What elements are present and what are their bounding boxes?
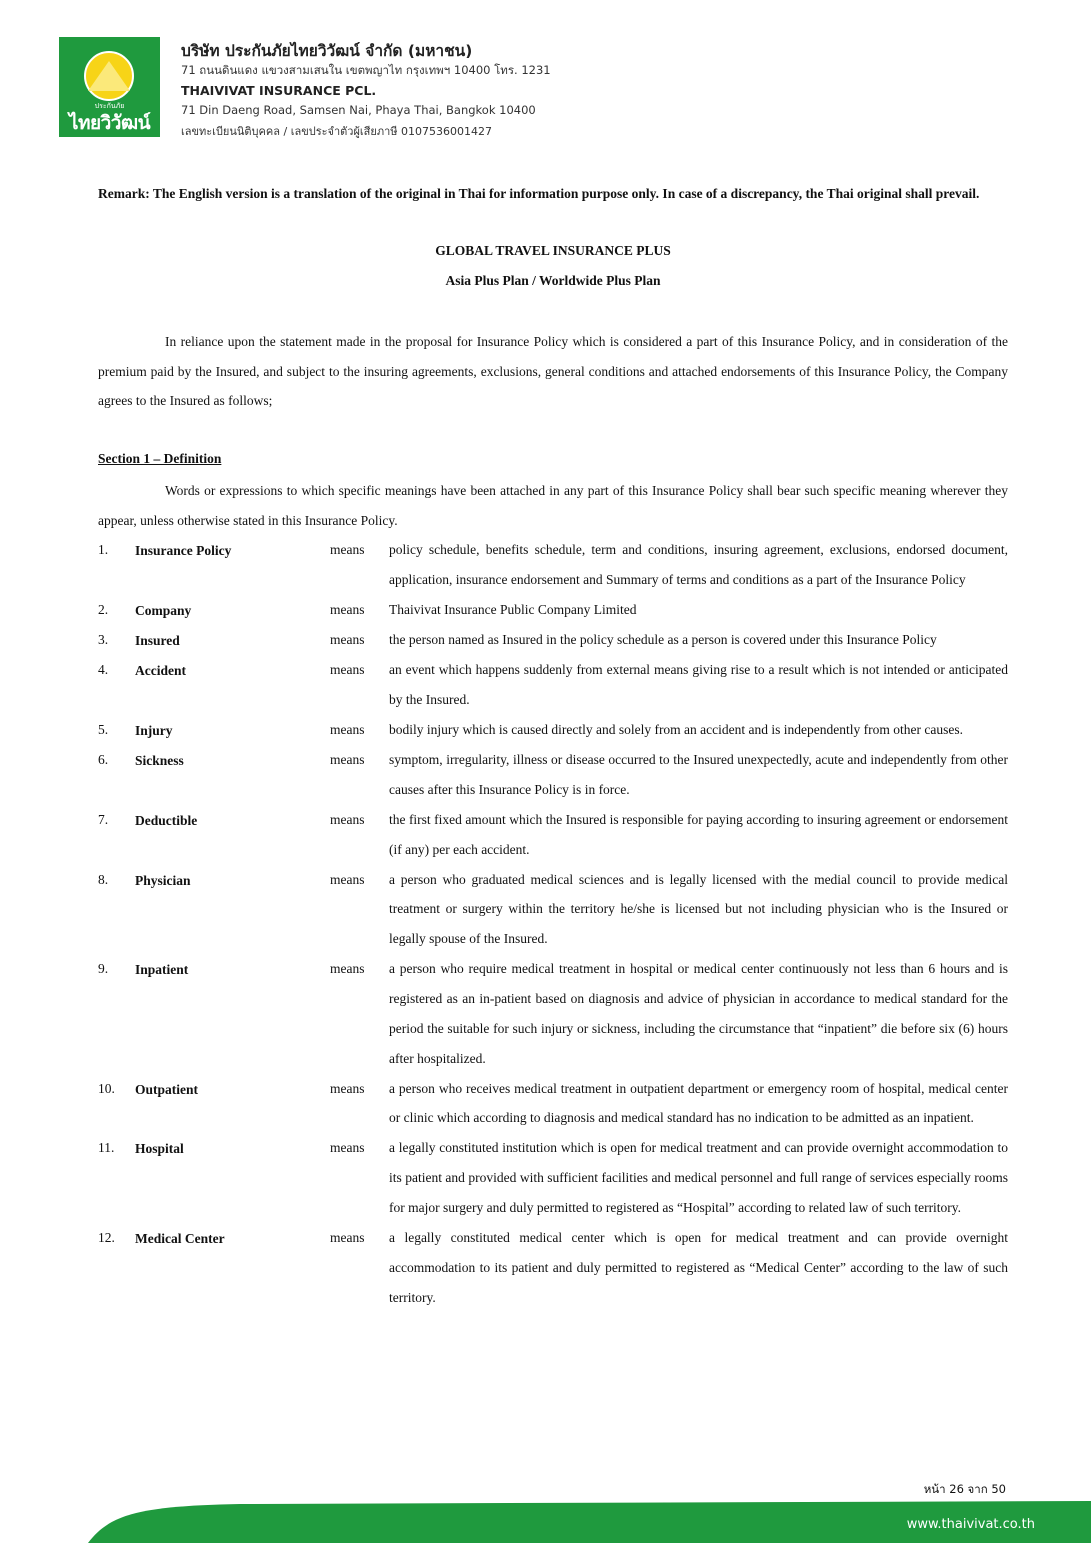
company-name-th: บริษัท ประกันภัยไทยวิวัฒน์ จำกัด (มหาชน) xyxy=(181,42,473,60)
translation-remark: Remark: The English version is a translation of the original in Thai for information purpose only. In case of a discrepancy, the Thai original shall prevail. xyxy=(98,186,980,201)
definition-text: a person who require medical treatment in hospital or medical center continuously not less than 6 hours and is registered as an in-patient based on diagnosis and advice of physician in accordance to medical standard for the period the suitable for such injury or sickness, including the circumstance that “inpatient” die before six (6) hours after hospitalized. xyxy=(389,961,1008,1066)
definition-number: 6. xyxy=(98,752,109,768)
logo-name-text: ไทยวิวัฒน์ xyxy=(68,112,151,134)
definition-text: a person who receives medical treatment in outpatient department or emergency room of hospital, medical center or clinic which according to diagnosis and medical standard has no indication to be admitted as an inpatient. xyxy=(389,1080,1008,1126)
definition-term: Sickness xyxy=(135,753,184,769)
intro-paragraph: In reliance upon the statement made in the proposal for Insurance Policy which is considered a part of this Insurance Policy, and in consideration of the premium paid by the Insured, and subject to the insuring agreements, exclusions, general conditions and attached endorsements of this Insurance Policy, the Company agrees to the Insured as follows; xyxy=(98,334,1008,409)
definition-item xyxy=(98,954,1008,1073)
definition-item xyxy=(98,1074,1008,1134)
definition-term: Accident xyxy=(135,663,186,679)
logo-small-text: ประกันภัย xyxy=(94,102,125,110)
definition-item xyxy=(98,715,1008,745)
definition-number: 11. xyxy=(98,1140,115,1156)
definition-means: means xyxy=(330,871,365,887)
definition-number: 5. xyxy=(98,721,109,737)
definition-term: Deductible xyxy=(135,812,198,828)
definition-number: 9. xyxy=(98,961,109,977)
document-title: GLOBAL TRAVEL INSURANCE PLUS xyxy=(435,243,671,258)
definition-means: means xyxy=(330,601,365,617)
definition-number: 1. xyxy=(98,542,109,557)
definition-means: means xyxy=(330,752,365,768)
definition-number: 2. xyxy=(98,601,109,617)
definition-item xyxy=(98,595,1008,625)
definition-text: a person who graduated medical sciences and is legally licensed with the medial council to provide medical treatment or surgery within the territory he/she is licensed but not including physician who is the Insured or legally spouse of the Insured. xyxy=(389,871,1008,947)
company-logo xyxy=(59,37,160,137)
definition-number: 8. xyxy=(98,871,109,887)
definition-number: 7. xyxy=(98,811,109,827)
definition-term: Injury xyxy=(135,722,173,738)
definition-term: Inpatient xyxy=(135,962,189,978)
section-heading: Section 1 – Definition xyxy=(98,451,222,466)
definition-item xyxy=(98,655,1008,715)
definition-term: Medical Center xyxy=(135,1231,225,1246)
logo-roof-icon xyxy=(88,61,130,91)
definition-means: means xyxy=(330,662,365,678)
definition-means: means xyxy=(330,631,365,647)
definition-term: Hospital xyxy=(135,1141,184,1157)
definition-term: Insured xyxy=(135,632,180,648)
definition-text: policy schedule, benefits schedule, term and conditions, insuring agreement, exclusions, endorsed document, application, insurance endorsement and Summary of terms and conditions as a part of the Insurance Policy xyxy=(389,542,1008,587)
definition-text: bodily injury which is caused directly and solely from an accident and is independently from other causes. xyxy=(389,721,963,737)
definition-text: the first fixed amount which the Insured is responsible for paying according to insuring agreement or endorsement (if any) per each accident. xyxy=(389,811,1008,857)
definition-item xyxy=(98,1133,1008,1222)
definition-text: an event which happens suddenly from external means giving rise to a result which is not intended or anticipated by the Insured. xyxy=(389,662,1008,707)
definition-term: Insurance Policy xyxy=(135,543,232,558)
definition-number: 3. xyxy=(98,631,109,647)
definition-number: 12. xyxy=(98,1230,115,1245)
footer-website-link[interactable]: www.thaivivat.co.th xyxy=(906,1517,1035,1532)
company-address-th: 71 ถนนดินแดง แขวงสามเสนใน เขตพญาไท กรุงเทพฯ 10400 โทร. 1231 xyxy=(181,63,551,77)
definition-item xyxy=(98,865,1008,954)
definition-means: means xyxy=(330,542,365,557)
definition-text: a legally constituted medical center which is open for medical treatment and can provide overnight accommodation to its patient and duly permitted to registered as “Medical Center” according to the law of such territory. xyxy=(389,1230,1008,1305)
definition-item xyxy=(98,535,1008,595)
page-number: หน้า 26 จาก 50 xyxy=(923,1482,1006,1496)
definition-item xyxy=(98,805,1008,865)
definition-number: 10. xyxy=(98,1080,115,1096)
definition-means: means xyxy=(330,811,365,827)
definition-means: means xyxy=(330,1080,365,1096)
definition-item xyxy=(98,745,1008,805)
definition-text: the person named as Insured in the policy schedule as a person is covered under this Insurance Policy xyxy=(389,631,937,647)
definition-term: Company xyxy=(135,602,192,618)
section-intro-paragraph: Words or expressions to which specific meanings have been attached in any part of this Insurance Policy shall bear such specific meaning wherever they appear, unless otherwise stated in this Insurance Policy. xyxy=(98,483,1008,528)
company-registration: เลขทะเบียนนิติบุคคล / เลขประจำตัวผู้เสียภาษี 0107536001427 xyxy=(181,125,492,138)
definition-means: means xyxy=(330,961,365,977)
definition-means: means xyxy=(330,721,365,737)
definition-text: Thaivivat Insurance Public Company Limited xyxy=(389,601,637,617)
document-subtitle: Asia Plus Plan / Worldwide Plus Plan xyxy=(445,273,661,288)
definition-text: symptom, irregularity, illness or disease occurred to the Insured unexpectedly, acute and independently from other causes after this Insurance Policy is in force. xyxy=(389,752,1008,797)
definitions-list xyxy=(98,535,1008,1313)
definition-item xyxy=(98,625,1008,655)
company-address-en: 71 Din Daeng Road, Samsen Nai, Phaya Thai, Bangkok 10400 xyxy=(181,103,536,117)
definition-term: Physician xyxy=(135,872,191,888)
definition-item xyxy=(98,1223,1008,1312)
definition-means: means xyxy=(330,1140,365,1156)
definition-text: a legally constituted institution which is open for medical treatment and can provide overnight accommodation to its patient and provided with sufficient facilities and medical personnel and full range of services especially rooms for major surgery and duly permitted to registered as “Hospital” according to related law of such territory. xyxy=(389,1140,1008,1216)
definition-term: Outpatient xyxy=(135,1081,199,1097)
company-name-en: THAIVIVAT INSURANCE PCL. xyxy=(181,83,377,98)
definition-number: 4. xyxy=(98,662,109,678)
definition-means: means xyxy=(330,1230,365,1245)
